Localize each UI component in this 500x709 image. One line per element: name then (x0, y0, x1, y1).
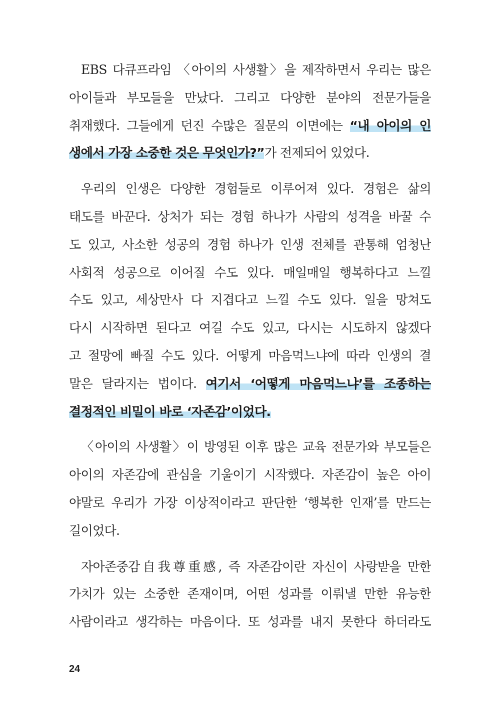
body-text (69, 56, 431, 636)
text-segment: 수도 있고, 세상만사 다 지겹다고 느낄 수도 있다. 일을 망쳐도 (69, 292, 431, 308)
highlighted-text: “내 아이의 인 (349, 117, 431, 133)
text-segment: 사회적 성공으로 이어질 수도 있다. 매일매일 행복하다고 느낄 (69, 264, 431, 280)
text-segment: 〈아이의 사생활〉이 방영된 이후 많은 교육 전문가와 부모들은 (81, 439, 431, 455)
paragraph (69, 56, 431, 167)
text-segment: 우리의 인생은 다양한 경험들로 이루어져 있다. 경험은 삶의 (81, 181, 431, 197)
paragraph (69, 553, 431, 636)
text-segment: 취재했다. 그들에게 던진 수많은 질문의 이면에는 (69, 117, 350, 133)
text-line (69, 56, 431, 84)
text-segment: 길이었다. (69, 522, 120, 538)
text-line (69, 433, 431, 461)
text-segment: 고 절망에 빠질 수도 있다. 어떻게 마음먹느냐에 따라 인생의 결 (69, 347, 431, 363)
text-segment: 다시 시작하면 된다고 여길 수도 있고, 다시는 시도하지 않겠다 (69, 320, 431, 336)
text-line (69, 580, 431, 608)
text-segment: 아이들과 부모들을 만났다. 그리고 다양한 분야의 전문가들을 (69, 89, 431, 105)
text-line (69, 286, 431, 314)
text-segment: 자아존중감自我尊重感, 즉 자존감이란 자신이 사랑받을 만한 (81, 558, 431, 574)
highlighted-text: 결정적인 비밀이 바로 ‘자존감’이었다. (69, 403, 271, 419)
text-line (69, 461, 431, 489)
text-line (69, 370, 431, 398)
text-line (69, 259, 431, 287)
paragraph-gap (69, 167, 431, 175)
text-segment: EBS 다큐프라임 〈아이의 사생활〉을 제작하면서 우리는 많은 (81, 62, 431, 77)
text-line (69, 139, 431, 167)
page-number: 24 (69, 664, 81, 675)
text-line (69, 314, 431, 342)
highlighted-text: 생에서 가장 소중한 것은 무엇인가?” (69, 145, 265, 161)
paragraph-gap (69, 545, 431, 553)
text-line (69, 112, 431, 140)
text-line (69, 342, 431, 370)
text-line (69, 489, 431, 517)
text-segment: 야말로 우리가 가장 이상적이라고 판단한 ‘행복한 인재’를 만드는 (69, 494, 431, 510)
highlighted-text: 여기서 ‘어떻게 마음먹느냐’를 조종하는 (205, 375, 431, 391)
text-segment: 가치가 있는 소중한 존재이며, 어떤 성과를 이뤄낼 만한 유능한 (69, 586, 431, 602)
paragraph (69, 175, 431, 425)
text-line (69, 84, 431, 112)
text-line (69, 175, 431, 203)
text-line (69, 608, 431, 636)
text-segment: 사람이라고 생각하는 마음이다. 또 성과를 내지 못한다 하더라도 (69, 614, 431, 630)
text-segment: 말은 달라지는 법이다. (69, 375, 206, 391)
text-segment: 아이의 자존감에 관심을 기울이기 시작했다. 자존감이 높은 아이 (69, 467, 431, 483)
text-line (69, 517, 431, 545)
text-line (69, 203, 431, 231)
paragraph (69, 433, 431, 544)
text-line (69, 553, 431, 581)
text-line (69, 231, 431, 259)
text-segment: 태도를 바꾼다. 상처가 되는 경험 하나가 사람의 성격을 바꿀 수 (69, 208, 431, 224)
text-segment: 도 있고, 사소한 성공의 경험 하나가 인생 전체를 관통해 엄청난 (69, 236, 431, 252)
text-segment: 가 전제되어 있었다. (264, 145, 370, 161)
text-line (69, 398, 431, 426)
paragraph-gap (69, 425, 431, 433)
